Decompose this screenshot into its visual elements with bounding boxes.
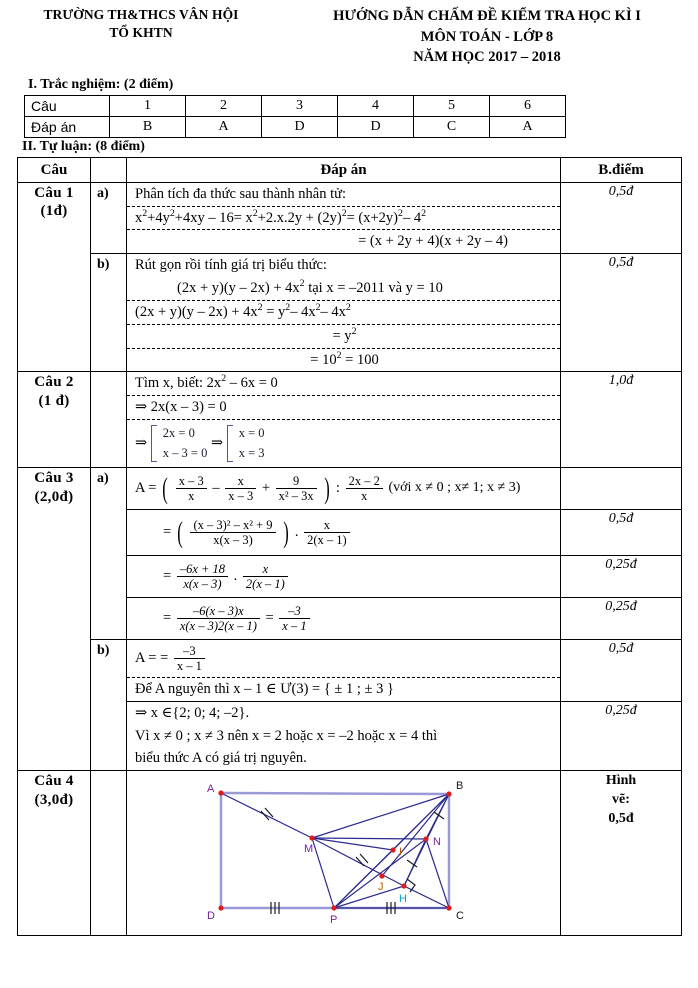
- mc-question-3: 3: [262, 95, 338, 116]
- cau2-points: 1,0đ: [561, 372, 682, 467]
- expr-part: Tìm x, biết: 2x: [135, 375, 222, 392]
- table-row: [25, 95, 566, 116]
- label-D: D: [206, 910, 215, 923]
- mc-row-label-cau: Câu: [25, 95, 110, 116]
- operator: :: [335, 480, 340, 496]
- label-B: B: [455, 780, 463, 793]
- mc-question-5: 5: [414, 95, 490, 116]
- expr-part: (2x + y)(y – 2x) + 4x: [177, 280, 300, 297]
- fraction: [176, 474, 207, 503]
- open-paren: (: [177, 515, 183, 549]
- operator: =: [163, 610, 172, 626]
- subject-grade: MÔN TOÁN - LỚP 8: [420, 28, 554, 45]
- numerator: –6(x – 3)x: [177, 604, 260, 619]
- mc-answer-3: D: [262, 116, 338, 137]
- table-row-cau1b: [18, 254, 682, 372]
- cau2-sub-label: [91, 372, 127, 467]
- mc-question-6: 6: [490, 95, 566, 116]
- exponent: 2: [221, 373, 227, 385]
- fraction: [177, 604, 260, 633]
- fraction: [346, 474, 383, 503]
- cau3a-line2-points: 0,5đ: [561, 509, 682, 555]
- cau1a-points: 0,5đ: [561, 182, 682, 254]
- fraction: [243, 562, 288, 591]
- numerator: –3: [174, 644, 205, 659]
- geometry-diagram-svg: [179, 775, 509, 935]
- numerator: x: [304, 518, 350, 533]
- numerator: 9: [276, 474, 317, 489]
- multiple-choice-table-wrap: [24, 95, 698, 138]
- numerator: (x – 3)² – x² + 9: [190, 518, 275, 533]
- cau3b-line2-points: 0,25đ: [561, 701, 682, 771]
- cau2-label-cell: [18, 372, 91, 467]
- point-P: [331, 906, 336, 911]
- cau4-points: [561, 771, 682, 936]
- cau1b-sub-label: b): [91, 254, 127, 372]
- cau1b-points: 0,5đ: [561, 254, 682, 372]
- cau3-points: (2,0đ): [34, 488, 74, 505]
- denominator: x² – 3x: [278, 488, 314, 503]
- denominator: x(x – 3): [183, 576, 222, 591]
- cau3b-sub-label: b): [91, 639, 127, 770]
- point-I: [390, 848, 395, 853]
- col-header-blank: [91, 157, 127, 182]
- mc-answer-5: C: [414, 116, 490, 137]
- label-M: M: [303, 843, 313, 856]
- col-header-dapan: Đáp án: [127, 157, 561, 182]
- cau3a-line1-cell: [127, 467, 561, 509]
- cau4-points-l1: Hình: [605, 773, 637, 789]
- expr-part: = (x+2y): [346, 209, 399, 226]
- answer-line: [127, 277, 560, 301]
- label-I: I: [398, 846, 402, 859]
- numerator: 2x – 2: [346, 474, 383, 489]
- numerator: –3: [279, 604, 309, 619]
- answer-table-wrap: [17, 157, 698, 937]
- operator: +: [261, 480, 271, 496]
- exponent: 2: [252, 207, 258, 219]
- expr-part: = y: [266, 303, 286, 320]
- fraction: [276, 474, 317, 503]
- expr-part: tại x = –2011 và y = 10: [308, 280, 443, 297]
- system-eq: x = 3: [238, 445, 265, 460]
- answer-line: Rút gọn rồi tính giá trị biểu thức:: [135, 257, 327, 274]
- answer-line: [127, 372, 560, 396]
- mc-answer-1: B: [110, 116, 186, 137]
- equation-system-1: [151, 424, 208, 463]
- answer-line: Vì x ≠ 0 ; x ≠ 3 nên x = 2 hoặc x = –2 hoặc x = 4 thì: [135, 727, 438, 744]
- fraction: [225, 474, 256, 503]
- mc-answer-6: A: [490, 116, 566, 137]
- expr-part: +4xy – 16= x: [174, 209, 253, 226]
- numerator: x: [225, 474, 256, 489]
- cau1a-answer-cell: [127, 182, 561, 254]
- department-name: TỔ KHTN: [109, 25, 173, 41]
- answer-line: = (x + 2y + 4)(x + 2y – 4): [358, 233, 508, 250]
- multiple-choice-table: [24, 95, 566, 138]
- expr-part: – 4x: [320, 303, 346, 320]
- cau4-points-l3: 0,5đ: [608, 811, 634, 827]
- denominator: 2(x – 1): [245, 576, 285, 591]
- equation-system-2: [227, 424, 265, 463]
- cau2-points: (1 đ): [38, 393, 70, 410]
- part1-title: I. Trắc nghiệm: (2 điểm): [28, 76, 174, 92]
- point-A: [218, 791, 223, 796]
- cau4-label-cell: [18, 771, 91, 936]
- label-P: P: [329, 914, 337, 927]
- denominator: x(x – 3): [213, 532, 253, 547]
- answer-line: [127, 349, 560, 372]
- document-header: [0, 0, 698, 68]
- system-eq: x = 0: [238, 426, 265, 441]
- expr-part: +2.x.2y + (2y): [257, 209, 342, 226]
- fraction: [304, 518, 350, 547]
- school-year: NĂM HỌC 2017 – 2018: [413, 49, 561, 66]
- answer-line: [127, 420, 560, 467]
- system-eq: x – 3 = 0: [162, 445, 208, 460]
- answer-line: [127, 468, 560, 509]
- label-H: H: [398, 893, 407, 906]
- cau4-points-l2: vẽ:: [612, 792, 630, 808]
- answer-line: ⇒ x ∈{2; 0; 4; –2}.: [135, 704, 250, 721]
- operator: –: [212, 480, 220, 496]
- denominator: x(x – 3)2(x – 1): [179, 618, 257, 633]
- cau1a-sub-label: a): [91, 182, 127, 254]
- point-J: [379, 874, 384, 879]
- open-paren: (: [162, 471, 168, 505]
- cau4-figure-cell: [127, 771, 561, 936]
- table-row: [25, 116, 566, 137]
- cau3b-line1-cell: [127, 639, 561, 701]
- exponent: 2: [315, 302, 321, 314]
- exponent: 2: [285, 302, 291, 314]
- exponent: 2: [257, 302, 263, 314]
- answer-line: [127, 510, 560, 555]
- mc-answer-2: A: [186, 116, 262, 137]
- point-H: [401, 884, 406, 889]
- col-header-cau: Câu: [18, 157, 91, 182]
- label-C: C: [455, 910, 464, 923]
- cau3a-line4-cell: [127, 597, 561, 639]
- construction-lines: [221, 793, 449, 908]
- expr-part: x: [135, 209, 143, 226]
- close-paren: ): [283, 515, 289, 549]
- expr-part: = y: [332, 327, 352, 344]
- implies-symbol-2: ⇒: [210, 435, 224, 452]
- close-paren: ): [324, 471, 331, 505]
- answer-line: ⇒ 2x(x – 3) = 0: [127, 396, 560, 420]
- answer-line: [127, 325, 560, 349]
- denominator: x – 3: [228, 488, 254, 503]
- table-row-cau1a: [18, 182, 682, 254]
- cau3a-line3-cell: [127, 555, 561, 597]
- table-row-cau3a-1: [18, 467, 682, 509]
- numerator: x – 3: [176, 474, 207, 489]
- label-A: A: [206, 783, 214, 796]
- answer-line: Để A nguyên thì x – 1 ∈ Ư(3) = { ± 1 ; ± 3 }: [135, 680, 394, 697]
- mc-question-4: 4: [338, 95, 414, 116]
- table-row-cau3b-1: [18, 639, 682, 701]
- table-row-cau2: [18, 372, 682, 467]
- fraction: [174, 644, 205, 673]
- cau1b-answer-cell: [127, 254, 561, 372]
- exponent: 2: [398, 207, 403, 219]
- point-M: [309, 836, 314, 841]
- answer-line: Phân tích đa thức sau thành nhân tử:: [127, 183, 560, 207]
- system-eq: 2x = 0: [162, 426, 195, 441]
- mc-row-label-dapan: Đáp án: [25, 116, 110, 137]
- exponent: 2: [341, 207, 347, 219]
- document-title: HƯỚNG DẪN CHẤM ĐỀ KIỂM TRA HỌC KÌ I: [333, 8, 641, 24]
- cau2-name: Câu 2: [34, 374, 74, 391]
- condition-text: (với x ≠ 0 ; x≠ 1; x ≠ 3): [388, 480, 521, 496]
- point-C: [446, 906, 451, 911]
- cau3-name: Câu 3: [34, 469, 74, 486]
- answer-line: [127, 556, 560, 597]
- cau3a-points-blank: [561, 467, 682, 509]
- expr-part: +4y: [147, 209, 170, 226]
- denominator: 2(x – 1): [307, 532, 347, 547]
- expr-part: – 6x = 0: [229, 375, 278, 392]
- denominator: x: [188, 488, 195, 503]
- operator: =: [163, 568, 172, 584]
- label-N: N: [432, 836, 441, 849]
- exponent: 2: [345, 302, 351, 314]
- cau1-name: Câu 1: [34, 184, 74, 201]
- operator: =: [163, 524, 172, 540]
- cau1-label-cell: [18, 182, 91, 372]
- point-N: [423, 837, 428, 842]
- denominator: x – 1: [282, 618, 307, 633]
- answer-key-table: [17, 157, 682, 937]
- table-row-cau4: [18, 771, 682, 936]
- numerator: –6x + 18: [177, 562, 228, 577]
- cau1-points: (1đ): [40, 203, 68, 220]
- point-D: [218, 906, 223, 911]
- numerator: x: [243, 562, 288, 577]
- cau3a-sub-label: a): [91, 467, 127, 639]
- exponent: 2: [169, 207, 175, 219]
- fraction: [177, 562, 228, 591]
- expr-part: A = =: [135, 650, 169, 666]
- operator: .: [294, 524, 299, 540]
- expr-part: – 4x: [290, 303, 316, 320]
- school-block: [0, 6, 282, 68]
- cau3b-line1-points: 0,5đ: [561, 639, 682, 701]
- exponent: 2: [142, 207, 148, 219]
- point-B: [446, 792, 451, 797]
- table-header-row: [18, 157, 682, 182]
- mc-question-2: 2: [186, 95, 262, 116]
- answer-line: [127, 207, 560, 231]
- cau4-sub-label: [91, 771, 127, 936]
- mc-question-1: 1: [110, 95, 186, 116]
- mc-answer-4: D: [338, 116, 414, 137]
- school-name: TRƯỜNG TH&THCS VÂN HỘI: [43, 7, 239, 22]
- exponent: 2: [351, 325, 357, 337]
- expr-part: = 100: [345, 351, 379, 368]
- fraction: [279, 604, 309, 633]
- answer-line: [127, 598, 560, 639]
- label-J: J: [377, 881, 383, 894]
- geometry-figure: [127, 771, 560, 935]
- implies-symbol: ⇒: [135, 435, 148, 452]
- denominator: x: [361, 488, 368, 503]
- answer-line: [127, 301, 560, 325]
- expr-part: (2x + y)(y – 2x) + 4x: [135, 303, 258, 320]
- part2-title: II. Tự luận: (8 điểm): [22, 138, 145, 154]
- cau4-points: (3,0đ): [34, 792, 74, 809]
- operator: .: [233, 568, 238, 584]
- exponent: 2: [336, 349, 342, 361]
- col-header-bdiem: B.điểm: [561, 157, 682, 182]
- cau2-answer-cell: [127, 372, 561, 467]
- right-angle-marker: [407, 879, 415, 892]
- cau3a-line3-points: 0,25đ: [561, 555, 682, 597]
- expr-part: A =: [135, 480, 157, 496]
- cau3a-line4-points: 0,25đ: [561, 597, 682, 639]
- title-block: [282, 6, 698, 68]
- exponent: 2: [299, 278, 305, 290]
- cau3-label-cell: [18, 467, 91, 770]
- cau4-name: Câu 4: [34, 773, 74, 790]
- answer-line: [127, 640, 560, 678]
- operator: =: [265, 610, 274, 626]
- denominator: x – 1: [176, 658, 202, 673]
- answer-line: biểu thức A có giá trị nguyên.: [135, 750, 307, 767]
- cau3a-line2-cell: [127, 509, 561, 555]
- exponent: 2: [421, 207, 426, 219]
- fraction: [190, 518, 275, 547]
- expr-part: – 4: [402, 209, 422, 226]
- expr-part: = 10: [310, 351, 337, 368]
- cau3b-line2-cell: [127, 701, 561, 771]
